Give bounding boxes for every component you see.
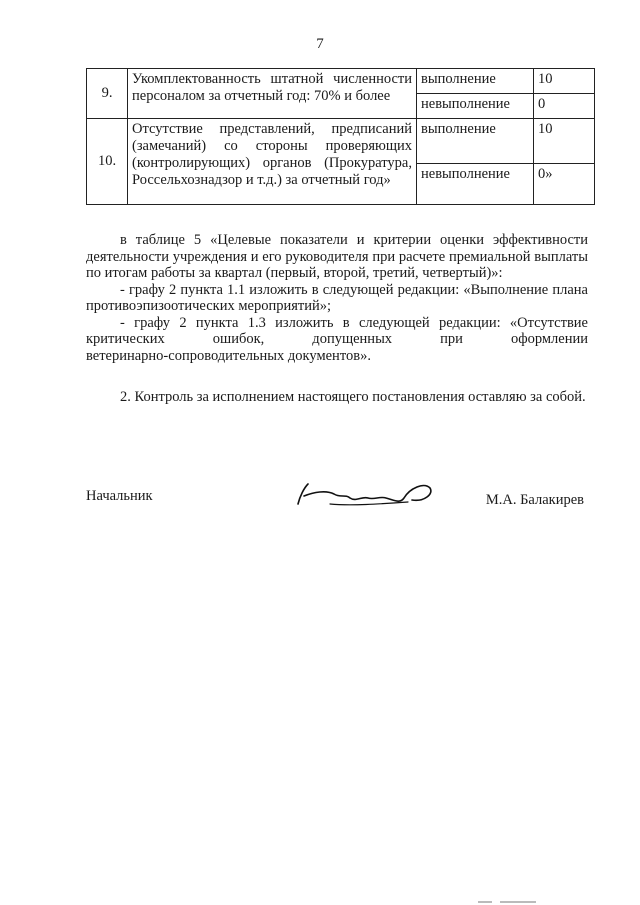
paragraph-item-1-3-line3: ветеринарно-сопроводительных документов». [86, 347, 371, 364]
score-cell: 0 [534, 94, 595, 119]
criterion-description: Укомплектованность штатной численности персоналом за отчетный год: 70% и более [128, 69, 417, 119]
table-row [87, 119, 595, 164]
amendment-text [86, 232, 588, 364]
page-number: 7 [316, 36, 324, 52]
paragraph-item-1-1: - графу 2 пункта 1.1 изложить в следующей редакции: «Выполнение плана противоэпизоотических мероприятий»; [86, 281, 588, 314]
status-cell: невыполнение [417, 94, 534, 119]
status-cell: выполнение [417, 119, 534, 164]
paragraph-item-1-3-line2: критических ошибок, допущенных при оформлении [86, 331, 588, 347]
paragraph-control: 2. Контроль за исполнением настоящего постановления оставляю за собой. [120, 389, 586, 405]
criteria-table [86, 68, 595, 205]
paragraph-item-1-3-line1: - графу 2 пункта 1.3 изложить в следующей редакции: «Отсутствие [120, 314, 588, 331]
signatory-title: Начальник [86, 488, 153, 504]
control-clause [86, 389, 588, 406]
score-cell: 10 [534, 69, 595, 94]
status-cell: невыполнение [417, 164, 534, 205]
paragraph-table5: в таблице 5 «Целевые показатели и критерии оценки эффективности деятельности учреждения и его руководителя при расчете премиальной выплаты по итогам работы за квартал (первый, второй, третий, четвертый)»: [86, 232, 588, 281]
handwritten-signature [290, 474, 440, 514]
status-cell: выполнение [417, 69, 534, 94]
row-number: 10. [87, 119, 128, 205]
score-cell: 10 [534, 119, 595, 164]
scan-artifact [478, 900, 538, 904]
row-number: 9. [87, 69, 128, 119]
score-cell: 0» [534, 164, 595, 205]
table-row [87, 69, 595, 94]
criterion-description: Отсутствие представлений, предписаний (замечаний) со стороны проверяющих (контролирующих) органов (Прокуратура, Россельхознадзор и т.д.) за отчетный год» [128, 119, 417, 205]
signatory-name: М.А. Балакирев [485, 492, 584, 508]
